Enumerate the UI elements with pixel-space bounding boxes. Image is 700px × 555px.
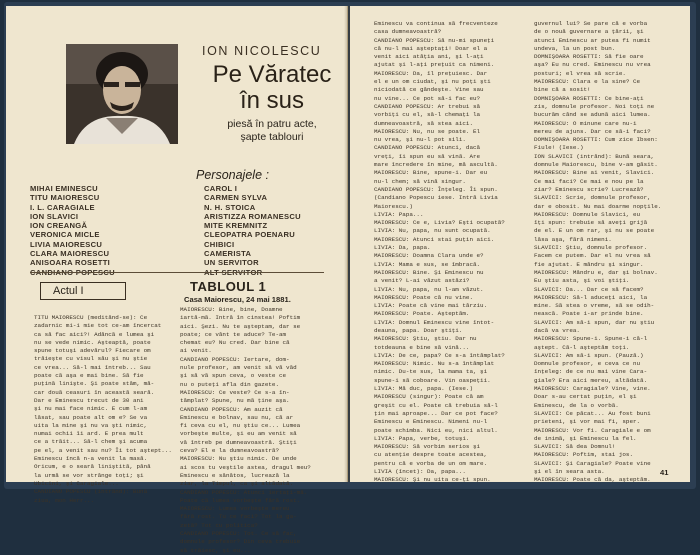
- text-line: MAIORESCU: O minune care nu-i: [534, 119, 637, 127]
- page-number: 41: [660, 468, 669, 477]
- text-line: Doar s-au certat puţin, el şi: [534, 393, 637, 401]
- text-line: prieteni, şi vor mai fi, sper.: [534, 418, 641, 426]
- author-portrait: [66, 44, 178, 144]
- text-line: şi el în seara asta.: [534, 468, 605, 476]
- text-line: LIVIA: Poate că vine mai târziu.: [374, 302, 488, 310]
- text-line: a venit? L-ai văzut astăzi?: [374, 277, 470, 285]
- text-line: LIVIA: Da, papa.: [374, 244, 431, 252]
- text-line: giale? Era aici mereu, altădată.: [534, 376, 648, 384]
- text-line: SLAVICI: Am să-i spun, dar nu ştiu: [534, 318, 655, 326]
- text-line: ION SLAVICI (intrând): Bună seara,: [534, 152, 655, 160]
- text-line: vorbeşte multe, şi eu am venit să: [180, 430, 297, 438]
- text-line: zetă? Tot cu politica?: [180, 521, 258, 529]
- text-line: MAIORESCU: Doamna Clara unde e?: [374, 252, 484, 260]
- text-line: SLAVICI: Ştiu, domnule profesor.: [534, 244, 648, 252]
- text-line: Dar e Eminescu trecut de 30 ani: [34, 396, 144, 404]
- cast-member: VERONICA MICLE: [30, 230, 100, 240]
- cast-member: CLARA MAIORESCU: [30, 249, 110, 259]
- cast-member: CLEOPATRA POENARU: [204, 230, 296, 240]
- text-line: casa dumneavoastră?: [374, 28, 442, 36]
- text-line: MAIORESCU: Bine. Şi Eminescu nu: [374, 268, 484, 276]
- cast-member: ION SLAVICI: [30, 211, 79, 221]
- text-line: Oricum, e o seară liniştită, până: [34, 463, 151, 471]
- text-line: ziar, la Timpul, ca şi altădată.: [180, 480, 294, 488]
- text-line: vreţi, îi spun eu să vină. Are: [374, 152, 481, 160]
- text-line: Eminescu e bolnav, sau nu, că ar: [180, 413, 294, 421]
- cast-member: CHIBICI: [204, 239, 235, 249]
- text-line: fie ajutat. E mândru şi singur.: [534, 260, 644, 268]
- left-text-column-2: [180, 306, 326, 554]
- text-line: spune-i să coboare. Vin oaspeţii.: [374, 376, 491, 384]
- text-line: lăsat, sau poate alt om e? Se va: [34, 413, 148, 421]
- right-page: [350, 6, 690, 482]
- cast-member: I. L. CARAGIALE: [30, 202, 95, 212]
- text-line: la urmă se vor strânge toţi; şi: [34, 471, 144, 479]
- text-line: iartă-mă. Intră în cinstea! Poftim: [180, 314, 301, 322]
- text-line: CANDIANO POPESCU: Tot. Ce să fac,: [180, 530, 297, 538]
- text-line: ca să fac aici?! Adâncă e lumea şi: [34, 330, 155, 338]
- text-line: posturi; el vrea să scrie.: [534, 69, 626, 77]
- text-line: MAIORESCU: Ce veste? Ce s-a în-: [180, 388, 290, 396]
- text-line: ai scos tu veştile astea, dragul meu?: [180, 463, 311, 471]
- text-line: mine. Să stea o vreme, să se odih-: [534, 302, 655, 310]
- text-line: TITU MAIORESCU (meditând-se): Ce: [34, 314, 148, 321]
- text-line: atunci Eminescu ar putea fi numit: [534, 36, 651, 44]
- text-line: dumneavoastră, să stea aici.: [374, 119, 473, 127]
- text-line: cu atenţie despre toate acestea,: [374, 451, 488, 459]
- text-line: el e un om ciudat, şi nu poţi şti: [374, 78, 491, 86]
- text-line: (Candiano Popescu iese. Intră Livia: [374, 194, 498, 202]
- subtitle-line-1: piesă în patru acte,: [227, 118, 317, 130]
- text-line: CANDIANO POPESCU: Iertare, dom-: [180, 355, 290, 363]
- text-line: ai venit.: [180, 347, 212, 355]
- text-line: zadarnic mi-i mie tot ce-am încercat: [34, 322, 162, 330]
- text-line: CANDIANO POPESCU: Să nu-mi spuneţi: [374, 36, 495, 44]
- text-line: car două ceasuri în această seară.: [34, 388, 155, 396]
- text-line: pentru că e vorba de un om mare.: [374, 459, 488, 467]
- cast-member: ANISOARA ROSETTI: [30, 258, 111, 268]
- text-line: DOMNIŞOARA ROSETTI: Să fie oare: [534, 53, 644, 61]
- text-line: Eu ştiu asta, şi voi ştiţi.: [534, 277, 630, 285]
- text-line: MAIORESCU: Să vorbim serios şi: [374, 443, 481, 451]
- text-line: Poate că lumea vorbeşte fără rost.: [180, 496, 301, 504]
- text-line: ajutat şi l-aţi preţuit ca nimeni.: [374, 61, 495, 69]
- text-line: aştept. Că-l aşteptăm toţi.: [534, 343, 630, 351]
- text-line: dar e obosit. Nu mai doarme nopţile.: [534, 202, 662, 210]
- text-line: că nu-l mai aşteptaţi! Doar el a: [374, 44, 488, 52]
- text-line: şi nu mai face nimic. E cum l-am: [34, 405, 148, 413]
- text-line: Ubicini, şi Caragiale...: [34, 479, 119, 487]
- text-line: numai ochii îi ard. E prea mult: [34, 430, 144, 438]
- left-page: [6, 6, 348, 554]
- text-line: MAIORESCU: Poate că nu vine.: [374, 293, 473, 301]
- text-line: chemat eu? Nu cred. Dar bine că: [180, 339, 290, 347]
- text-line: MAIORESCU: Atunci stai puţin aici.: [374, 235, 495, 243]
- right-text-column-1: [374, 20, 522, 484]
- cast-list-right: [204, 184, 301, 277]
- text-line: LIVIA (încet): Da, papa...: [374, 468, 466, 476]
- text-line: CANDIANO POPESCU: Am auzit că: [180, 405, 283, 413]
- text-line: deauna, papa. Doar ştiţi.: [374, 326, 463, 334]
- text-line: niciodată ce gândeşte. Vine sau: [374, 86, 484, 94]
- text-line: DOMNIŞOARA ROSETTI: Ce bine-aţi: [534, 94, 644, 102]
- text-line: MAIORESCU: Spune-i. Spune-i că-l: [534, 335, 648, 343]
- text-line: tâmplat? Spune, nu mă ţine aşa.: [180, 397, 290, 405]
- text-line: Fiule! (Iese.): [534, 144, 584, 152]
- text-line: nu o puteţi afla din gazete.: [180, 380, 279, 388]
- text-line: LIVIA: Domnul Eminescu vine întot-: [374, 318, 495, 326]
- text-line: îţi spun: trebuie să aveţi grijă: [534, 219, 648, 227]
- text-line: Eminescu încă n-a venit la masă.: [34, 455, 148, 463]
- text-line: MAIORESCU: Lumea vorbeşte mereu: [180, 505, 290, 513]
- text-line: domnule profesor? Din ceva trebuie: [180, 538, 301, 546]
- text-line: poate; ce vânt te aduce? Te-am: [180, 330, 287, 338]
- text-line: SLAVICI: Scrie, domnule profesor,: [534, 194, 651, 202]
- text-line: ţin mai aproape... Dar ce pot face?: [374, 409, 498, 417]
- cast-member: ARISTIZZA ROMANESCU: [204, 211, 301, 221]
- text-line: Maiorescu.): [374, 202, 413, 210]
- text-line: uita la mine şi nu va şti nimic,: [34, 421, 148, 429]
- text-line: nule profesor, am venit să vă văd: [180, 364, 297, 372]
- text-line: LIVIA: Nu, papa, nu l-am văzut.: [374, 285, 484, 293]
- text-line: să trăiesc, şi eu...: [180, 546, 251, 554]
- text-line: SLAVICI: Şi Caragiale? Poate vine: [534, 459, 651, 467]
- text-line: de inimă, şi Eminescu la fel.: [534, 434, 637, 442]
- text-line: fi ceva cu el, nu ştiu ce... Lumea: [180, 422, 301, 430]
- cast-member: CARMEN SYLVA: [204, 193, 268, 203]
- text-line: Eminescu va continua să frecventeze: [374, 20, 498, 27]
- text-line: ziar? Eminescu scrie? Lucrează?: [534, 185, 644, 193]
- author-name: ION NICOLESCU: [202, 44, 322, 58]
- text-line: MAIORESCU: Poate. Aşteptăm.: [374, 310, 470, 318]
- text-line: domnule Maiorescu, bine v-am găsit.: [534, 161, 658, 169]
- text-line: vorbiţi cu el, să-l chemaţi la: [374, 111, 481, 119]
- left-text-column-1: [34, 314, 172, 504]
- cast-member: MITE KREMNITZ: [204, 221, 268, 231]
- text-line: MAIORESCU (singur): Poate că am: [374, 393, 484, 401]
- text-line: CANDIANO POPESCU: Ar trebui să: [374, 102, 481, 110]
- cast-member: LIVIA MAIORESCU: [30, 239, 103, 249]
- text-line: aici. Şezi. Nu te aşteptam, dar se: [180, 322, 301, 330]
- text-line: zis, domnule profesor. Noi toţi ne: [534, 102, 655, 110]
- text-line: Domnule profesor, e ceva ce nu: [534, 360, 641, 368]
- text-line: MAIORESCU: Ce e, Livia? Eşti ocupată?: [374, 219, 505, 227]
- text-line: vă întreb pe dumneavoastră. Ştiţi: [180, 438, 297, 446]
- text-line: nească. Poate i-ar prinde bine.: [534, 310, 644, 318]
- play-title-line-2: în sus: [239, 87, 305, 114]
- text-line: aşa? Eu nu cred. Eminescu nu vrea: [534, 61, 651, 69]
- text-line: LIVIA: Nu, papa, nu sunt ocupată.: [374, 227, 491, 235]
- text-line: pe el, a venit sau nu? Îi tot aştept...: [34, 446, 172, 454]
- cast-member: MIHAI EMINESCU: [30, 184, 98, 193]
- text-line: ziua, mon Herr...: [34, 496, 95, 504]
- text-line: MAIORESCU: Poate că da, aşteptăm.: [534, 476, 651, 484]
- text-line: MAIORESCU: Caragiale? Vine, vine.: [534, 385, 651, 393]
- text-line: Facem ce putem. Dar el nu vrea să: [534, 252, 651, 260]
- text-line: Eminescu e sănătos, lucrează la: [180, 471, 290, 479]
- cast-member: UN SERVITOR: [204, 258, 259, 268]
- text-line: venit aici atâţia ani, şi l-aţi: [374, 53, 484, 61]
- text-line: MAIORESCU: Domnule Slavici, eu: [534, 210, 641, 218]
- text-line: înţeleg: de ce nu mai vine Cara-: [534, 368, 648, 376]
- text-line: guvernul lui? Se pare că e vorba: [534, 20, 648, 27]
- text-line: Ce mai faci? Ce mai e nou pe la: [534, 177, 644, 185]
- text-line: ce a trăit... Să-l chem şi acuma: [34, 438, 148, 446]
- text-line: LIVIA: Mă duc, papa. (Iese.): [374, 385, 473, 393]
- text-line: SLAVICI: Ce păcat... Au fost buni: [534, 409, 651, 417]
- text-line: ceva? El e la dumneavoastră?: [180, 447, 279, 455]
- text-line: MAIORESCU: Să-l aduceţi aici, la: [534, 293, 648, 301]
- text-line: de o nouă guvernare a ţării, şi: [534, 28, 644, 36]
- text-line: CANDIANO POPESCU (intrând): Bună: [34, 488, 148, 496]
- text-line: nu se vede nimic. Aşteaptă, poate: [34, 338, 151, 346]
- text-line: MAIORESCU: Vor fi. Caragiale e om: [534, 426, 651, 434]
- text-line: spune totuşi adevărul? Fiecare om: [34, 347, 151, 355]
- text-line: MAIORESCU: Nimic. Nu s-a întâmplat: [374, 360, 495, 368]
- play-title: [202, 62, 342, 114]
- text-line: LIVIA: Papa...: [374, 210, 424, 218]
- text-line: MAIORESCU: Ştiu, ştiu. Dar nu: [374, 335, 477, 343]
- text-line: şi să vă spun ceva, o veste ce: [180, 372, 287, 380]
- text-line: lăsa aşa, fără nimeni.: [534, 235, 612, 243]
- text-line: SLAVICI: Să dea Domnul!: [534, 443, 616, 451]
- text-line: MAIORESCU: Da, îl preţuiesc. Dar: [374, 69, 488, 77]
- subtitle-line-2: şapte tablouri: [240, 131, 304, 143]
- text-line: bine că a sosit!: [534, 86, 591, 94]
- cast-member: CAMERISTA: [204, 249, 252, 259]
- text-line: bucurăm când se adună aici lumea.: [534, 111, 651, 119]
- cast-list-left: [30, 184, 115, 277]
- text-line: MAIORESCU: Bine, bine, Doamne: [180, 306, 283, 313]
- text-line: MAIORESCU: Bine, spune-i. Dar eu: [374, 169, 488, 177]
- text-line: LIVIA: Papa, verbe, totuşi.: [374, 434, 470, 442]
- text-line: undeva, la un post bun.: [534, 44, 616, 52]
- text-line: de el. E un om rar, şi nu se poate: [534, 227, 655, 235]
- text-line: nu-l chem; să vină singur.: [374, 177, 466, 185]
- text-line: poate că aşa e mai bine. Să fie: [34, 372, 144, 380]
- text-line: nu vine... Ce pot să-i fac eu?: [374, 94, 481, 102]
- text-line: MAIORESCU: Mândru e, dar şi bolnav.: [534, 268, 658, 276]
- text-line: totdeauna e bine să vină...: [374, 343, 470, 351]
- cast-member: CAROL I: [204, 184, 238, 193]
- text-line: nimic. Du-te sus, la mama ta, şi: [374, 368, 488, 376]
- text-line: mereu de ajuns. Dar ce să-i faci?: [534, 127, 651, 135]
- text-line: MAIORESCU: Şi nu uita ce-ţi spun.: [374, 476, 491, 484]
- text-line: MAIORESCU: Bine ai venit, Slavici.: [534, 169, 655, 177]
- text-line: ce vrea... Să-l mai întreb... Sau: [34, 363, 151, 371]
- text-line: LIVIA: Mama e sus, se îmbracă.: [374, 260, 481, 268]
- text-line: fără rost. Tu ce faci? Tot la ga-: [180, 513, 297, 521]
- text-line: DOMNIŞOARA ROSETTI: Cum zice Ibsen:: [534, 136, 658, 144]
- play-subtitle: [202, 118, 342, 144]
- cast-member: ION CREANGĂ: [30, 221, 88, 231]
- cast-member: TITU MAIORESCU: [30, 193, 100, 203]
- text-line: puţină linişte. Şi poate stăm, mă-: [34, 380, 155, 388]
- text-line: Eminescu e Eminescu. Nimeni nu-l: [374, 418, 488, 426]
- play-title-line-1: Pe Văratec: [212, 61, 332, 88]
- text-line: CANDIANO POPESCU: Atunci iertaţi-mă.: [180, 488, 308, 496]
- text-line: MAIORESCU: Clara e la sine? Ce: [534, 78, 641, 86]
- text-line: MAIORESCU: Poftim, stai jos.: [534, 451, 633, 459]
- cast-member: N. H. STOICA: [204, 202, 256, 212]
- text-line: LIVIA: De ce, papa? Ce s-a întâmplat?: [374, 351, 505, 359]
- text-line: trăieşte cu visul său şi nu ştie: [34, 355, 148, 363]
- text-line: nu vrea, şi nu-l pot sili.: [374, 136, 466, 144]
- text-line: dacă va vrea.: [534, 326, 580, 334]
- text-line: poate schimba. Nici eu, nici altul.: [374, 426, 498, 434]
- section-divider: [30, 272, 324, 273]
- scene-setting: Casa Maiorescu, 24 mai 1881.: [184, 295, 291, 304]
- text-line: mare încredere în mine, mă ascultă.: [374, 161, 498, 169]
- text-line: CANDIANO POPESCU: Atunci, dacă: [374, 144, 481, 152]
- text-line: MAIORESCU: Nu, nu se poate. El: [374, 127, 481, 135]
- text-line: CANDIANO POPESCU: Înţeleg. Îi spun.: [374, 185, 498, 193]
- text-line: SLAVICI: Da... Dar ce să facem?: [534, 285, 644, 293]
- act-label: Actul I: [40, 282, 126, 300]
- text-line: Eminescu, de la o vorbă.: [534, 401, 619, 409]
- text-line: SLAVICI: Am să-i spun. (Pauză.): [534, 351, 644, 359]
- text-line: greşit cu el. Poate că trebuia să-l: [374, 401, 498, 409]
- cast-heading: Personajele :: [196, 168, 269, 182]
- tablou-heading: TABLOUL 1: [190, 279, 267, 294]
- text-line: MAIORESCU: Nu ştiu nimic. De unde: [180, 455, 297, 463]
